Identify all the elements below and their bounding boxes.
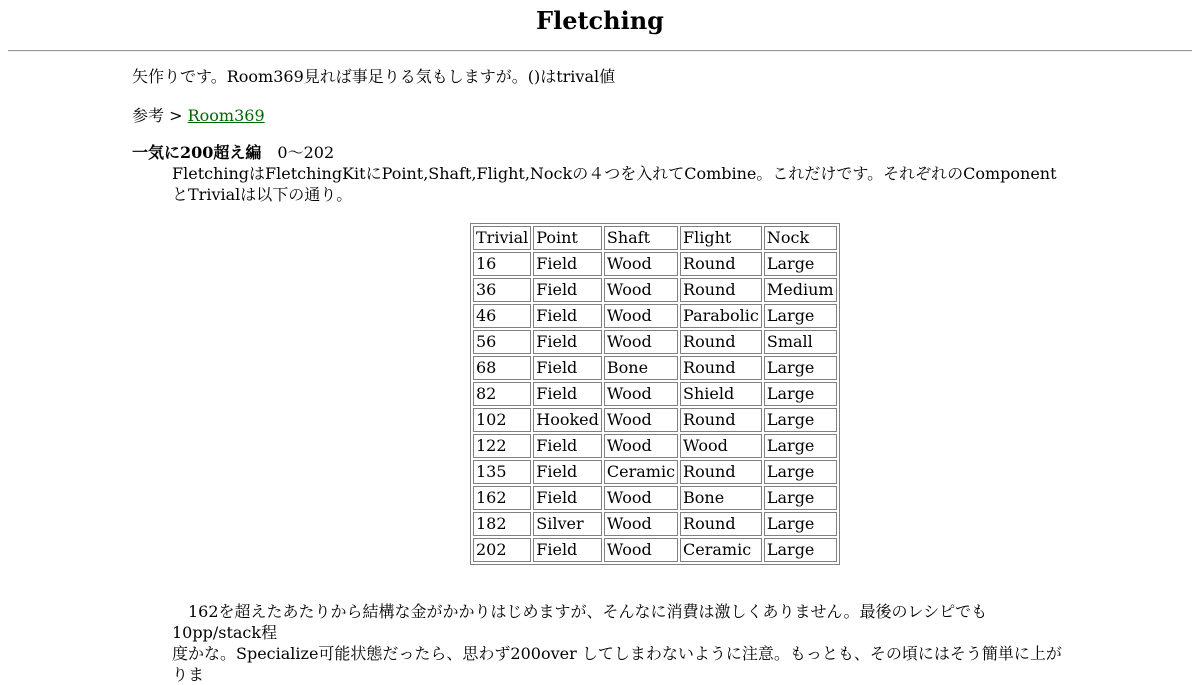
table-cell: Large [764, 460, 837, 484]
table-cell: Field [533, 538, 602, 562]
table-cell: Large [764, 486, 837, 510]
table-cell: Trivial [473, 226, 531, 250]
table-cell: 202 [473, 538, 531, 562]
table-cell: Wood [604, 512, 678, 536]
reference-prefix: 参考 > [132, 106, 188, 125]
horizontal-rule [8, 50, 1192, 52]
table-cell: Field [533, 486, 602, 510]
table-cell: Large [764, 538, 837, 562]
table-cell: Field [533, 278, 602, 302]
table-cell: Wood [604, 486, 678, 510]
table-cell: Field [533, 434, 602, 458]
table-cell: 135 [473, 460, 531, 484]
table-row [473, 460, 837, 484]
table-row [473, 408, 837, 432]
table-row [473, 278, 837, 302]
table-row [473, 382, 837, 406]
table-cell: Medium [764, 278, 837, 302]
table-row [473, 356, 837, 380]
table-cell: Wood [604, 278, 678, 302]
table-cell: Hooked [533, 408, 602, 432]
table-cell: Wood [604, 408, 678, 432]
table-cell: Field [533, 460, 602, 484]
table-cell: Wood [604, 434, 678, 458]
table-cell: Large [764, 382, 837, 406]
table-cell: Round [680, 278, 762, 302]
table-row [473, 512, 837, 536]
table-cell: 102 [473, 408, 531, 432]
table-cell: Shaft [604, 226, 678, 250]
table-row [473, 486, 837, 510]
page-title: Fletching [536, 6, 664, 35]
intro-text: 矢作りです。Room369見れば事足りる気もしますが。()はtrival値 [132, 67, 616, 86]
table-cell: Bone [680, 486, 762, 510]
table-cell: Small [764, 330, 837, 354]
table-cell: 46 [473, 304, 531, 328]
note-line-2: 度かな。Specialize可能状態だったら、思わず200over してしまわないように注意。もっとも、その頃にはそう簡単に上がりま [172, 644, 1062, 684]
recipe-table-body [473, 226, 837, 562]
note-paragraph [172, 601, 1072, 685]
table-row [473, 330, 837, 354]
table-cell: Round [680, 330, 762, 354]
table-cell: Round [680, 356, 762, 380]
table-cell: Flight [680, 226, 762, 250]
note-line-1: 162を超えたあたりから結構な金がかかりはじめますが、そんなに消費は激しくありません。最後のレシピでも10pp/stack程 [172, 602, 988, 642]
table-cell: 182 [473, 512, 531, 536]
table-cell: Point [533, 226, 602, 250]
table-cell: Wood [604, 304, 678, 328]
table-cell: Field [533, 356, 602, 380]
table-cell: Wood [604, 252, 678, 276]
table-cell: Large [764, 304, 837, 328]
table-cell: Wood [604, 538, 678, 562]
table-cell: 16 [473, 252, 531, 276]
table-cell: Large [764, 356, 837, 380]
reference-line [132, 105, 265, 126]
table-cell: Parabolic [680, 304, 762, 328]
table-cell: Silver [533, 512, 602, 536]
table-cell: 122 [473, 434, 531, 458]
table-cell: Large [764, 512, 837, 536]
table-cell: Large [764, 408, 837, 432]
table-cell: Field [533, 382, 602, 406]
section-heading-line [132, 142, 334, 163]
table-cell: Round [680, 252, 762, 276]
table-cell: Shield [680, 382, 762, 406]
table-cell: Field [533, 304, 602, 328]
table-cell: Nock [764, 226, 837, 250]
recipe-table [470, 223, 840, 565]
table-cell: Wood [604, 382, 678, 406]
table-row [473, 304, 837, 328]
table-cell: Round [680, 408, 762, 432]
table-cell: Field [533, 330, 602, 354]
table-cell: Wood [604, 330, 678, 354]
table-header-row [473, 226, 837, 250]
table-cell: 68 [473, 356, 531, 380]
table-row [473, 252, 837, 276]
room369-link[interactable]: Room369 [187, 106, 265, 125]
table-cell: 56 [473, 330, 531, 354]
table-cell: Ceramic [604, 460, 678, 484]
table-cell: Large [764, 434, 837, 458]
table-cell: Round [680, 512, 762, 536]
table-row [473, 434, 837, 458]
table-cell: 36 [473, 278, 531, 302]
table-cell: Bone [604, 356, 678, 380]
table-cell: Ceramic [680, 538, 762, 562]
table-cell: Field [533, 252, 602, 276]
section-heading: 一気に200超え編 [132, 143, 262, 162]
table-cell: Wood [680, 434, 762, 458]
skill-range: 0～202 [277, 143, 335, 162]
section-description: FletchingはFletchingKitにPoint,Shaft,Flight,Nockの４つを入れてCombine。これだけです。それぞれのComponentとTrivialは以下の通り。 [172, 164, 1057, 204]
table-cell: 82 [473, 382, 531, 406]
table-cell: Round [680, 460, 762, 484]
table-row [473, 538, 837, 562]
table-cell: 162 [473, 486, 531, 510]
table-cell: Large [764, 252, 837, 276]
